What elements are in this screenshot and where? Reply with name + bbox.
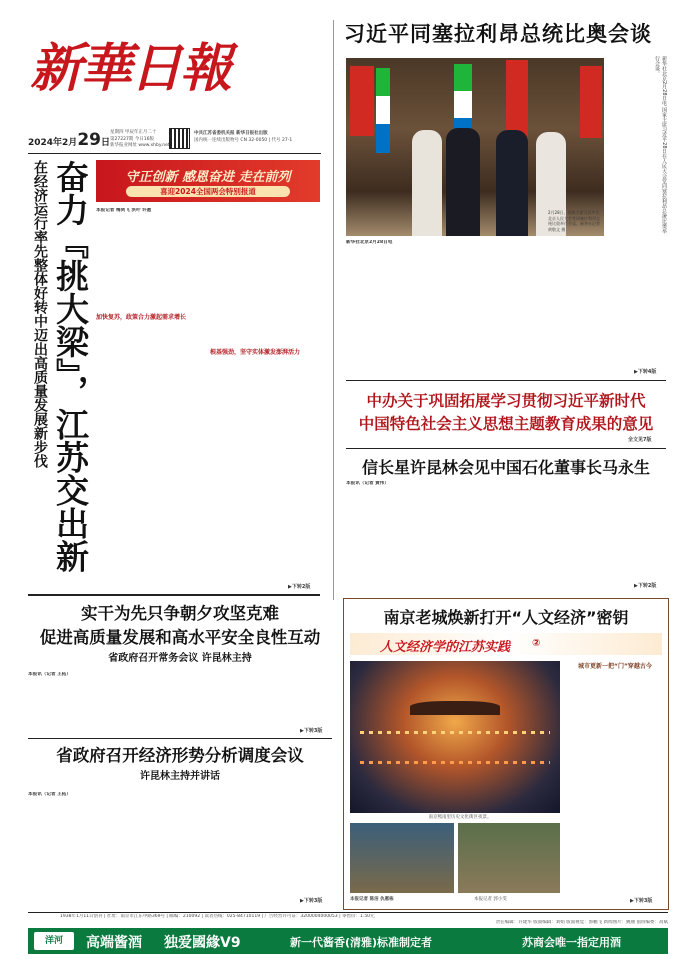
xi-body-col-1: 新华社北京2月28日电 [346,240,393,245]
lead-byline: 本报记者 梅剑飞 洪叶 许愿 [96,208,152,213]
exec-subtitle: 省政府召开常务会议 许昆林主持 [108,653,252,664]
footer-staff: 责任编辑：许建华 版面编辑：刘娟 版面视觉：郭鹏飞 新闻图片：姚丽 值班编委：高斌 [495,920,668,925]
nanjing-more-link[interactable]: ▶下转3版 [630,898,653,904]
xin-body-col-4 [589,481,666,589]
date-day: 29 [77,130,101,150]
rule-vertical-center [333,20,334,600]
xi-body-col-3 [508,240,585,376]
xi-body-col-4 [589,240,666,376]
person-2 [446,128,480,236]
rule-left-mid [28,594,320,596]
masthead [28,30,318,150]
qr-code [170,129,189,148]
econ-meeting-headline [28,744,332,786]
light-string [360,731,550,734]
nanjing-right-byline: 本报记者 郭小雯 [474,897,507,902]
column-banner-index: ② [532,638,541,649]
footer-info: 1938年1月11日创刊 | 社址：南京市江东中路369号 | 邮编：210092 | 读者热线：025-84710119 | 广告经营许可证：3200004000053 | 零售价：1.50元 [60,914,375,919]
xin-body-col-2 [427,481,504,589]
xi-more-link[interactable]: ▶下转4版 [634,369,657,375]
rule-notice-bottom [346,448,666,449]
xi-story-title: 习近平同塞拉利昂总统比奥会谈 [344,21,652,46]
nanjing-photo-1 [350,661,560,813]
exec-meeting-headline [28,602,332,668]
central-notice-line-1: 中办关于巩固拓展学习贯彻习近平新时代 [366,391,646,410]
exec-title-1: 实干为先只争朝夕攻坚克难 [81,604,279,623]
xi-story-body [346,240,666,376]
flag-sierra-leone [376,68,390,153]
pagoda-roof [410,701,500,715]
masthead-char-1: 新 [30,38,81,99]
flag-china-right [580,66,602,138]
nanjing-story-title: 南京老城焕新打开“人文经济”密钥 [383,608,629,627]
person-3 [496,130,528,236]
econ-body-col-1: 本报讯（记者 王拓） [28,792,71,797]
issue-meta: 星期四 甲辰年正月二十 第27227期 今日16版 新华报业网址 www.xhby.net [110,130,170,148]
nanjing-body-right [566,671,664,893]
econ-body-col-2 [132,792,228,904]
xin-more-link[interactable]: ▶下转2版 [634,583,657,589]
flag-china-left [350,66,374,136]
ad-brand-logo: 洋河 [34,932,74,950]
central-notice-title [346,389,666,435]
exec-body-col-2 [132,672,228,734]
nanjing-photo-2 [350,823,454,893]
econ-body-col-3 [236,792,332,904]
exec-more-link[interactable]: ▶下转3版 [300,728,323,734]
econ-title: 省政府召开经济形势分析调度会议 [56,746,304,765]
publisher-info: 中共江苏省委机关报 新华日报社出版 国内统一连续出版物号 CN 32-0050 | 代号 27-1 [194,131,293,143]
ad-slogan-2: 独爱國緣V9 [164,935,241,951]
central-notice-more[interactable]: 全文见7版 [628,437,652,443]
masthead-char-2: 華 [80,38,131,99]
econ-meeting-body [28,792,332,904]
econ-subtitle: 许昆林主持并讲话 [140,771,220,782]
light-string-2 [360,761,550,764]
banner-subtitle: 喜迎2024全国两会特别报道 [126,186,290,197]
lead-body [96,208,320,590]
xin-story-title: 信长星许昆林会见中国石化董事长马永生 [361,458,650,477]
nanjing-story-box [343,598,669,910]
exec-body-col-1: 本报讯（记者 王拓） [28,672,71,677]
rule-exec-bottom [28,738,332,739]
exec-body-col-3 [236,672,332,734]
masthead-char-4: 報 [180,38,231,99]
issue-date: 2024年2月29日 [28,130,110,150]
rule-footer [28,912,668,913]
econ-more-link[interactable]: ▶下转3版 [300,898,323,904]
ad-band[interactable] [28,928,668,954]
ad-slogan-3: 新一代酱香(清雅)标准制定者 [290,936,433,949]
nanjing-photo-1-caption: 南京熙南里历史文化街区夜景。 [428,815,492,820]
central-notice-line-2: 中国特色社会主义思想主题教育成果的意见 [358,414,654,433]
column-banner-text: 人文经济学的江苏实践 [380,640,511,655]
flag-china-center [506,60,528,140]
lead-body-col-2 [210,208,320,590]
lead-section-1: 加快复苏，政策合力激起需求增长 [96,313,187,321]
xin-story-body [346,481,666,589]
ad-slogan-1: 高端酱酒 [86,935,142,951]
masthead-rule [28,153,321,154]
nanjing-series-title: 城市更新一把“门”穿越古今 [578,663,652,670]
nanjing-photo-3 [458,823,560,893]
ad-slogan-4: 苏商会唯一指定用酒 [522,936,621,949]
lead-body-col-1 [96,208,204,590]
xi-body-col-2 [427,240,504,376]
banner-title: 守正创新 感恩奋进 走在前列 [125,170,291,185]
nanjing-byline: 本报记者 陈洁 仇惠栋 [350,897,394,902]
masthead-logo [30,30,230,108]
xi-photo-caption: 2月28日，国家主席习近平在北京人民大会堂同塞拉利昂总统比奥举行会谈。新华社记者 黄敬文 摄 [548,210,600,232]
lead-section-2: 根基强劲，坚守实体激发澎湃活力 [210,349,301,356]
xin-body-col-3 [508,481,585,589]
lead-more-link[interactable]: ▶下转2版 [288,584,311,590]
masthead-char-3: 日 [130,38,181,99]
lead-subtitle: 在经济运行率先整体好转中迈出高质量发展新步伐 [32,160,48,468]
person-1 [412,130,442,236]
lead-title: 奋力『挑大梁』，江苏交出新 [51,160,90,573]
column-banner [350,633,662,655]
special-report-banner [96,160,320,202]
xin-body-col-1: 本报讯（记者 黄伟） [346,481,389,486]
exec-title-2: 促进高质量发展和高水平安全良性互动 [39,628,321,647]
exec-meeting-body [28,672,332,734]
xi-story-side-column: 新华社北京2月28日电 国家主席习近平28日在人民大会堂同塞拉利昂总统比奥举行会谈。 [654,56,667,234]
rule-xi-bottom [346,380,666,381]
